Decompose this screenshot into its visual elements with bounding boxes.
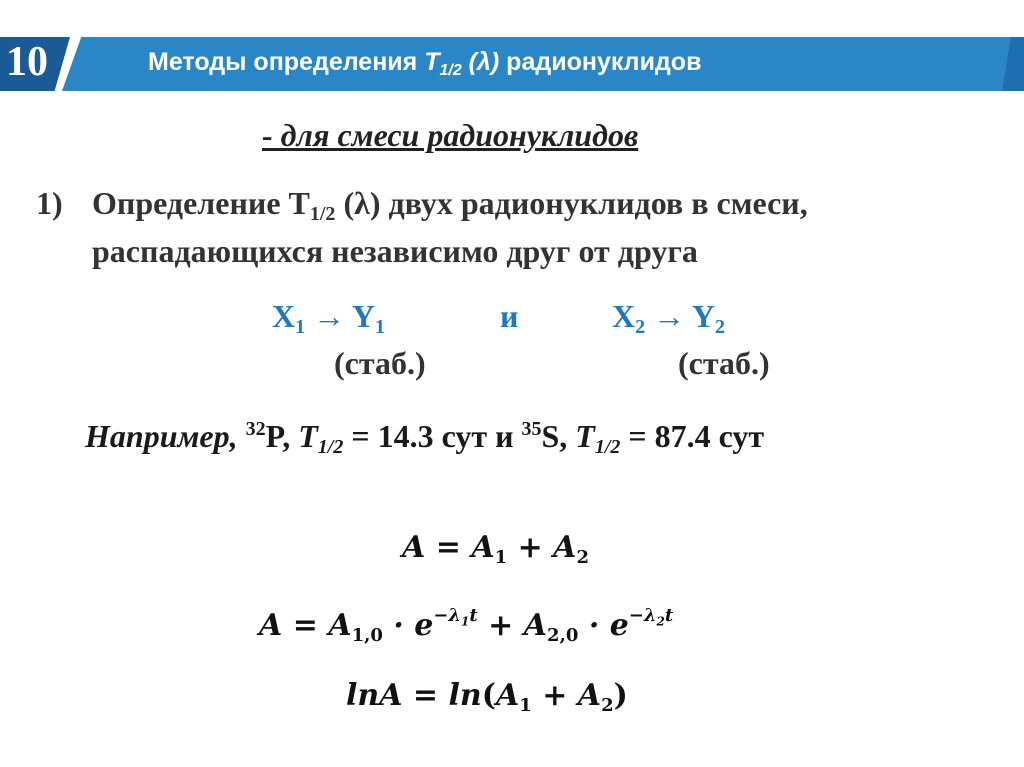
example-line bbox=[85, 418, 764, 459]
eq2-A10: A bbox=[328, 608, 352, 643]
r1-y: Y bbox=[351, 298, 376, 334]
stable-label-2: (стаб.) bbox=[678, 345, 770, 381]
eq1-A: A bbox=[402, 530, 426, 565]
equation-1 bbox=[402, 530, 589, 568]
r1-x-sub: 1 bbox=[295, 316, 306, 338]
title-prefix: Методы определения bbox=[148, 48, 425, 76]
eq2-A20-sub: 2,0 bbox=[547, 625, 579, 646]
eq2-exp1-sub: 1 bbox=[461, 614, 470, 629]
eq2-A: A bbox=[259, 608, 283, 643]
line1-subscript: 1/2 bbox=[309, 203, 336, 225]
r1-y-sub: 1 bbox=[375, 316, 386, 338]
example-lead: Например, bbox=[85, 418, 238, 454]
slide-number: 10 bbox=[6, 39, 48, 85]
r2-y-sub: 2 bbox=[715, 316, 726, 338]
r2-x-sub: 2 bbox=[635, 316, 646, 338]
r1-x: X bbox=[272, 298, 296, 334]
eq1-A1: A bbox=[471, 530, 495, 565]
eq2-exp2-t: t bbox=[664, 605, 674, 626]
eq2-exp1-lambda: −λ bbox=[433, 605, 462, 626]
r2-x: X bbox=[612, 298, 636, 334]
p-mass-number: 32 bbox=[245, 418, 266, 440]
title-T: T bbox=[424, 48, 440, 76]
list-item-line1 bbox=[92, 185, 808, 226]
p-symbol: P, bbox=[265, 418, 299, 454]
r1-arrow: → bbox=[305, 298, 352, 334]
p-value: = 14.3 сут и bbox=[343, 418, 522, 454]
stable-label-1: (стаб.) bbox=[334, 345, 426, 381]
eq1-A2: A bbox=[553, 530, 577, 565]
eq3-A1-sub: 1 bbox=[519, 695, 532, 716]
eq3-open-paren: ( bbox=[481, 678, 496, 713]
eq2-exp2-lambda: −λ bbox=[628, 605, 657, 626]
eq3-A1: A bbox=[495, 678, 520, 713]
eq2-plus: + bbox=[477, 608, 524, 643]
eq3-equals: = bbox=[402, 678, 449, 713]
eq2-exp-base-1: · e bbox=[382, 608, 434, 643]
r2-y: Y bbox=[691, 298, 716, 334]
eq1-equals: = bbox=[425, 530, 472, 565]
eq2-exp2-sub: 2 bbox=[656, 614, 665, 629]
eq2-equals: = bbox=[282, 608, 329, 643]
list-item-line2: распадающихся независимо друг от друга bbox=[92, 233, 698, 269]
eq2-A20: A bbox=[523, 608, 548, 643]
p-T: T bbox=[298, 418, 318, 454]
title-T-sub: 1/2 bbox=[439, 62, 462, 79]
eq2-exponent-1 bbox=[433, 605, 478, 629]
eq3-A2: A bbox=[577, 678, 602, 713]
slide-title bbox=[148, 48, 701, 80]
subheading: - для смеси радионуклидов bbox=[262, 117, 639, 153]
reaction-2 bbox=[612, 298, 725, 339]
s-T-sub: 1/2 bbox=[594, 436, 621, 458]
eq3-lhs: lnA bbox=[346, 678, 403, 713]
equation-3 bbox=[346, 678, 628, 716]
reaction-and: и bbox=[500, 298, 519, 334]
r2-arrow: → bbox=[645, 298, 692, 334]
eq1-A1-sub: 1 bbox=[494, 547, 508, 568]
eq2-exp-base-2: · e bbox=[578, 608, 629, 643]
eq2-exp1-t: t bbox=[469, 605, 478, 626]
reaction-1 bbox=[272, 298, 385, 339]
eq1-plus: + bbox=[507, 530, 554, 565]
eq1-A2-sub: 2 bbox=[576, 547, 589, 568]
line1-text-b: (λ) двух радионуклидов в смеси, bbox=[335, 185, 808, 221]
equation-2 bbox=[259, 605, 673, 646]
eq3-ln: ln bbox=[448, 678, 482, 713]
eq3-A2-sub: 2 bbox=[601, 695, 614, 716]
s-symbol: S, bbox=[541, 418, 576, 454]
eq3-close-paren: ) bbox=[613, 678, 628, 713]
line1-text-a: Определение T bbox=[92, 185, 310, 221]
s-mass-number: 35 bbox=[521, 418, 542, 440]
s-value: = 87.4 сут bbox=[620, 418, 765, 454]
s-T: T bbox=[575, 418, 595, 454]
eq2-A10-sub: 1,0 bbox=[351, 625, 383, 646]
list-item-number: 1) bbox=[36, 185, 63, 221]
p-T-sub: 1/2 bbox=[317, 436, 344, 458]
title-suffix: радионуклидов bbox=[499, 48, 702, 76]
title-lambda: (λ) bbox=[461, 48, 500, 76]
eq2-exponent-2 bbox=[628, 605, 674, 629]
eq3-plus: + bbox=[531, 678, 578, 713]
